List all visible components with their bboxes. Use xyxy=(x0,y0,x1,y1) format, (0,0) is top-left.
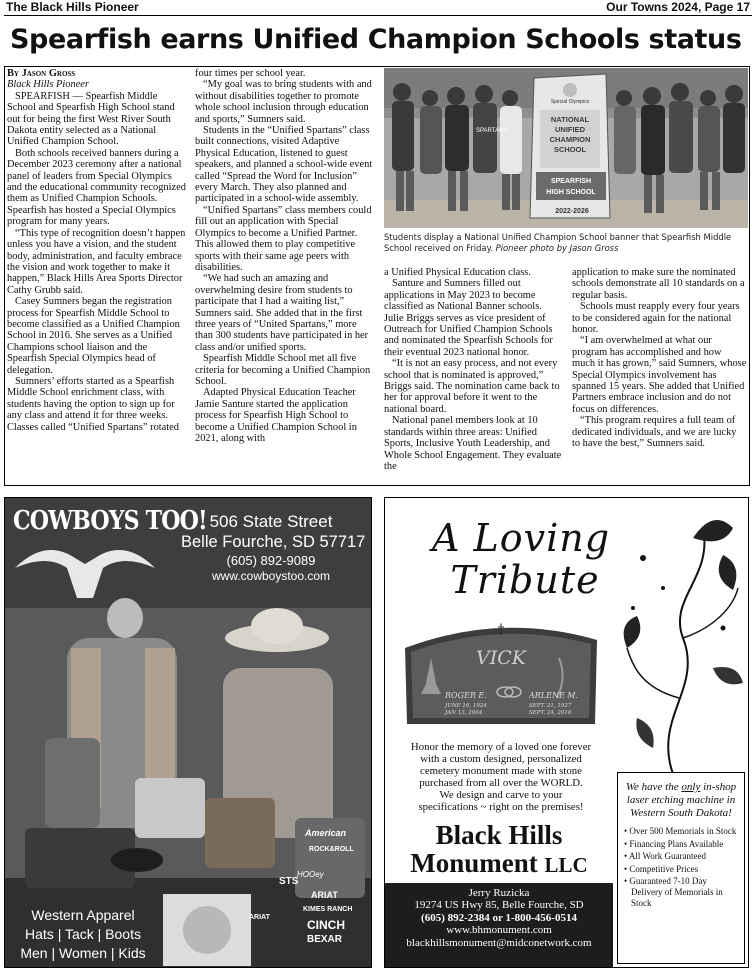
company-name-word: Monument xyxy=(410,848,538,878)
paragraph: “My goal was to bring students with and without disabilities together to promote whole school inclusion through education and sports,” Sumners said. xyxy=(195,79,372,125)
tagline-line-3: Men | Women | Kids xyxy=(20,945,146,961)
brand-logo: ARIAT xyxy=(249,914,270,921)
store-city: Belle Fourche, SD 57717 xyxy=(181,533,366,551)
brand-logo: American xyxy=(305,828,347,838)
photo-caption xyxy=(384,232,748,254)
body-line: cemetery monument made with stone xyxy=(420,765,582,777)
banner-line: SCHOOL xyxy=(553,145,587,154)
stone-right-date: SEPT. 24, 2010 xyxy=(529,710,572,716)
shirt-text: SPARTANS xyxy=(476,128,508,134)
banner-line: UNIFIED xyxy=(555,125,585,134)
tagline-line-2: Hats | Tack | Boots xyxy=(25,926,141,942)
stone-left-name: ROGER E. xyxy=(445,691,487,700)
company-name-line-1: Black Hills xyxy=(435,820,563,850)
features-panel xyxy=(617,772,745,964)
paragraph: Students in the “Unified Spartans” class built connections, visited Adaptive Physical Education, listened to guest speakers, and planned a school-wide event called “Spread the Word for Inclusion” every March. They also planned and participated in a school-wide assembly. xyxy=(195,125,373,205)
paragraph: Sumners’ efforts started as a Spearfish Middle School enrichment class, with students having the option to sign up for any class and attend it for three weeks. Classes called “Unified Spartans” rotated xyxy=(7,375,179,433)
company-name-line-2 xyxy=(385,848,613,880)
note-emphasis: only xyxy=(681,781,701,793)
header-rule xyxy=(4,15,752,16)
banner-years: 2022-2026 xyxy=(555,208,589,215)
contact-email[interactable]: blackhillsmonument@midconetwork.com xyxy=(406,936,592,949)
section-page-label: Our Towns 2024, Page 17 xyxy=(606,0,750,14)
brand-logo: HOOey xyxy=(297,870,324,879)
paragraph: “We had such an amazing and overwhelming desire from students to participate that I had a waiting list,” Sumners said. She added that in the first three years of “United Spartans,” more than 300 students have participated in her class and/or unified sports. xyxy=(195,273,369,353)
banner-school: SPEARFISH xyxy=(550,178,592,185)
photo-illustration xyxy=(384,68,748,228)
features-list xyxy=(618,820,744,908)
svg-text:†: † xyxy=(497,622,505,638)
list-item: • All Work Guaranteed xyxy=(624,851,740,862)
banner-line: CHAMPION xyxy=(549,135,591,144)
store-website[interactable]: www.cowboystoo.com xyxy=(211,569,331,583)
headstone-image xyxy=(401,618,601,726)
contact-panel xyxy=(385,883,613,968)
ad-script-line-2: Tribute xyxy=(450,558,600,602)
contact-name: Jerry Ruzicka xyxy=(468,887,530,899)
company-suffix: LLC xyxy=(544,853,588,877)
paragraph: Adapted Physical Education Teacher Jamie Santure started the application process for Spearfish High School to become a Unified Champion School in 2021, along with xyxy=(195,387,357,444)
store-phone: (605) 892-9089 xyxy=(226,553,316,568)
brand-logo: CINCH xyxy=(307,918,345,932)
caption-text: Students display a National Unified Champion School banner that Spearfish Middle School received on Friday. xyxy=(384,232,732,253)
stone-right-date: SEPT. 21, 1927 xyxy=(529,703,572,709)
byline: By Jason Gross xyxy=(7,68,76,79)
paragraph: “This program requires a full team of dedicated individuals, and we are lucky to have the best,” Sumners said. xyxy=(572,415,737,450)
paragraph: SPEARFISH — Spearfish Middle School and Spearfish High School stand out for being the first West River South Dakota entity selected as a National Unified Champion School. xyxy=(7,90,175,148)
body-line: We design and carve to your xyxy=(439,789,563,801)
caption-credit: Pioneer photo by Jason Gross xyxy=(495,243,619,253)
headline: Spearfish earns Unified Champion Schools status xyxy=(10,24,742,55)
ad-body-copy xyxy=(389,741,613,813)
stone-right-name: ARLENE M. xyxy=(529,691,579,700)
paragraph: Santure and Sumners filled out applications in May 2023 to become classified as National Banner schools. Julie Briggs serves as vice president of Outreach for Unified Champion Schools and nominated the Spearfish Schools for their eventual 2023 national honor. xyxy=(384,278,553,358)
list-item: • Guaranteed 7-10 Day Delivery of Memorials in Stock xyxy=(624,876,740,908)
body-line: purchased from all over the WORLD. xyxy=(419,777,583,789)
paragraph: “Unified Spartans” class members could fill out an application with Special Olympics to become a Unified Partner. This allowed them to play competitive sports with their same age peers with disabilities. xyxy=(195,204,372,273)
banner-line: NATIONAL xyxy=(550,115,590,124)
brand-logo: STS xyxy=(279,876,299,887)
stone-left-date: JAN 13, 2004 xyxy=(445,710,483,716)
byline-organization: Black Hills Pioneer xyxy=(7,79,89,91)
paragraph: a Unified Physical Education class. xyxy=(384,267,531,278)
banner-school: HIGH SCHOOL xyxy=(546,189,596,196)
brand-logo: ROCK&ROLL xyxy=(309,846,354,853)
banner-org: Special Olympics xyxy=(550,99,590,105)
store-logo: COWBOYS TOO! xyxy=(13,506,207,536)
tagline-line-1: Western Apparel xyxy=(31,907,135,923)
contact-website[interactable]: www.bhmonument.com xyxy=(446,924,552,937)
list-item: • Financing Plans Available xyxy=(624,839,740,850)
article-column-1 xyxy=(7,68,188,484)
stone-left-date: JUNE 16, 1924 xyxy=(445,703,487,709)
article-column-4 xyxy=(572,267,747,484)
body-line: with a custom designed, personalized xyxy=(420,753,582,765)
publication-name: The Black Hills Pioneer xyxy=(6,0,139,14)
paragraph: Schools must reapply every four years to be considered again for the national honor. xyxy=(572,301,740,336)
black-hills-monument-ad xyxy=(384,497,749,968)
paragraph: National panel members look at 10 standards within three areas: Unified Sports, Inclusive Youth Leadership, and Whole School Engagement. They evaluate the xyxy=(384,415,562,472)
paragraph: “It is not an easy process, and not every school that is nominated is approved,” Briggs said. The nomination came back to her for approval before it went to the national board. xyxy=(384,358,560,415)
note-text: in-shop laser etching machine in Western South Dakota! xyxy=(626,781,737,819)
laser-etching-note xyxy=(618,773,744,820)
body-line: specifications ~ right on the premises! xyxy=(418,801,584,813)
stone-name: VICK xyxy=(476,647,526,669)
article-photo xyxy=(384,68,748,228)
article-column-2 xyxy=(195,68,377,484)
paragraph: four times per school year. xyxy=(195,68,306,79)
article-column-3 xyxy=(384,267,564,484)
paragraph: application to make sure the nominated schools demonstrate all 10 standards on a regular basis. xyxy=(572,267,745,301)
paragraph: Casey Sumners began the registration process for Spearfish Middle School to become classified as a Unified Champion School in 2016. She serves as a Unified Champions school liaison and the Spearfish Special Olympics head of delegation. xyxy=(7,296,180,376)
paragraph: “This type of recognition doesn’t happen unless you have a vision, and the student body, administration, and faculty embrace the vision and work together to make it happen,” Black Hills Area Sports Director Cathy Grubb said. xyxy=(7,227,186,296)
paragraph: “I am overwhelmed at what our program has accomplished and how much it has grown,” said Sumners, whose Special Olympics involvement has spanned 15 years. She added that Unified Partners embrace inclusion and do not focus on differences. xyxy=(572,335,747,415)
contact-address: 19274 US Hwy 85, Belle Fourche, SD xyxy=(414,899,584,912)
ad-script-line-1: A Loving xyxy=(431,516,611,560)
list-item: • Competitive Prices xyxy=(624,864,740,875)
paragraph: Spearfish Middle School met all five criteria for becoming a Unified Champion School. xyxy=(195,353,371,387)
store-street: 506 State Street xyxy=(209,512,333,531)
cowboys-too-ad xyxy=(4,497,372,968)
paragraph: Both schools received banners during a December 2023 ceremony after a national panel of leaders from Special Olympics and the educational community recognized them as Unified Champion Schools. Spearfish has hosted a Special Olympics program for many years. xyxy=(7,147,186,228)
list-item: • Over 500 Memorials in Stock xyxy=(624,826,740,837)
brand-logo: ARIAT xyxy=(311,890,338,900)
body-line: Honor the memory of a loved one forever xyxy=(410,741,592,753)
brand-logo: KIMES RANCH xyxy=(303,906,353,913)
brand-logo: BEXAR xyxy=(307,934,343,945)
note-text: We have the xyxy=(625,781,679,793)
contact-phones: (605) 892-2384 or 1-800-456-0514 xyxy=(421,911,577,924)
